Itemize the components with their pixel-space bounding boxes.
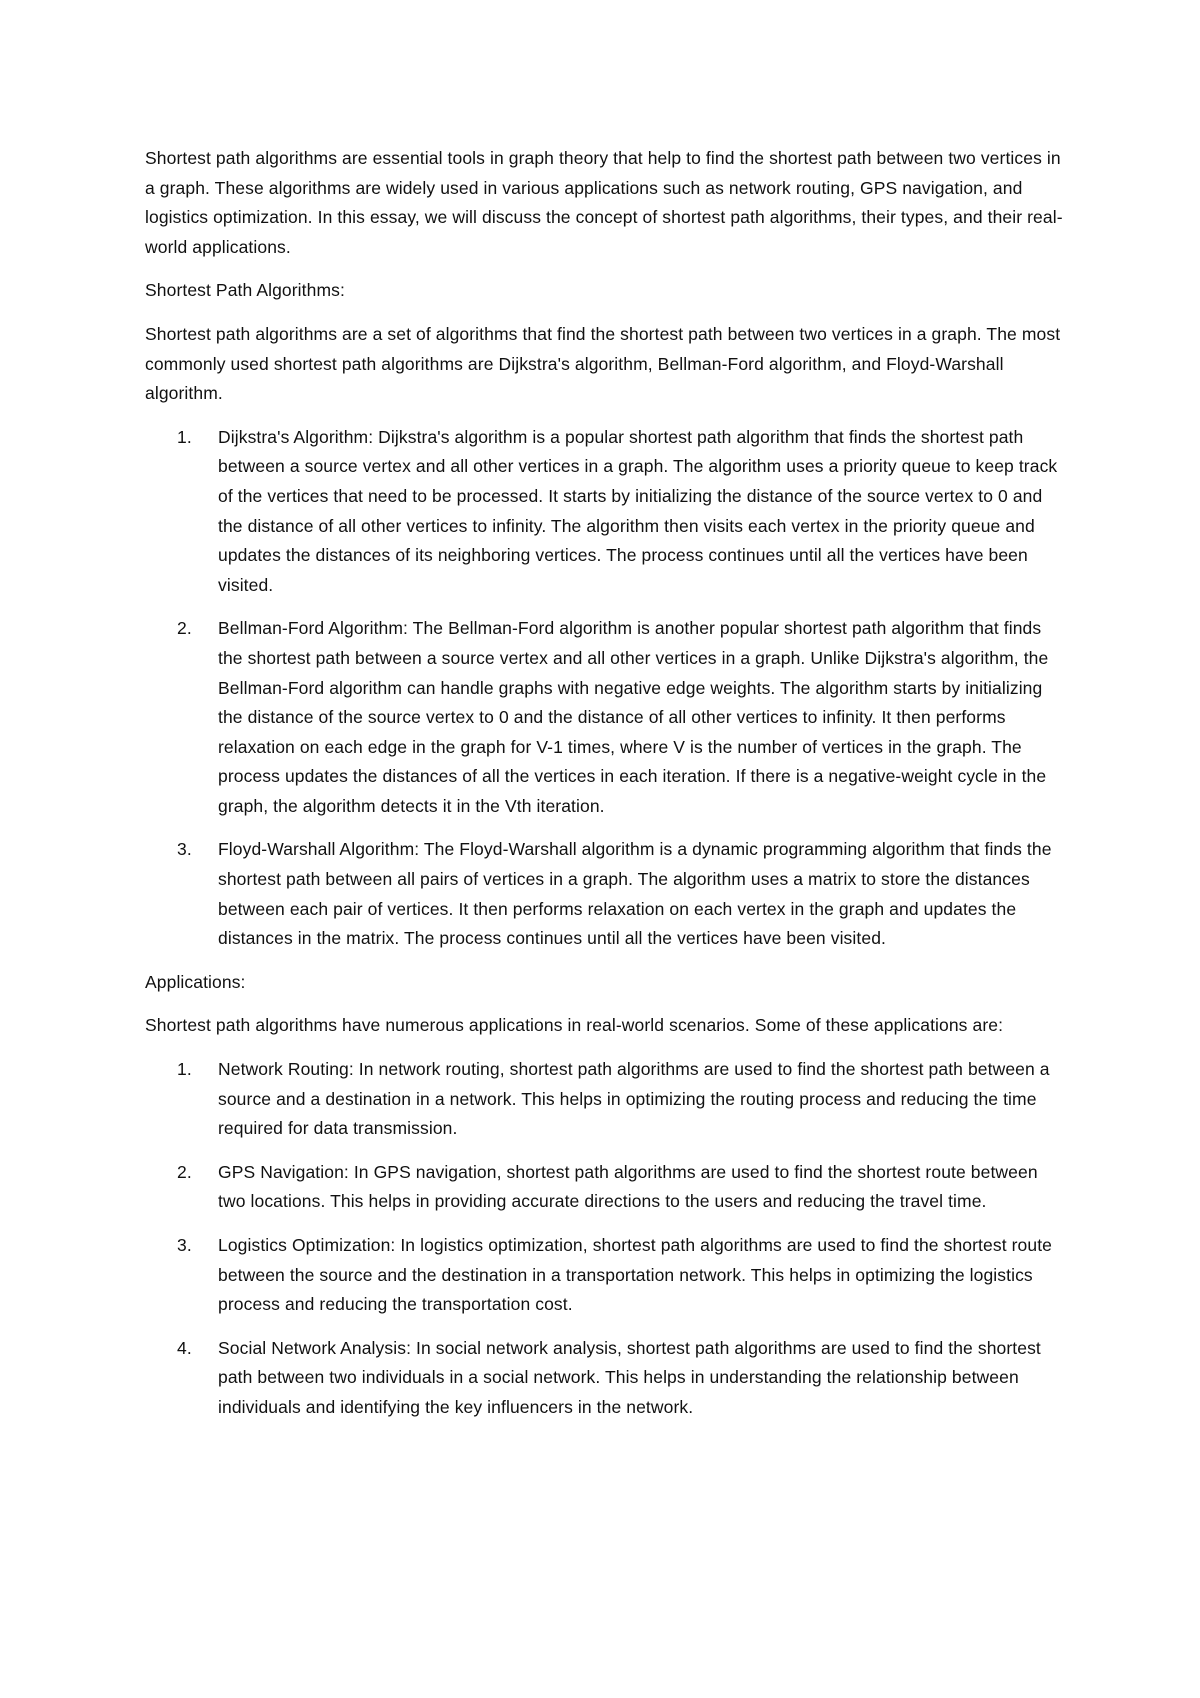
list-item-number: 4. [177,1337,192,1358]
list-item-text: GPS Navigation: In GPS navigation, shortest path algorithms are used to find the shortest route between two locations. This helps in providing accurate directions to the users and reducing the travel time. [218,1161,1038,1212]
list-item-text: Dijkstra's Algorithm: Dijkstra's algorithm is a popular shortest path algorithm that finds the shortest path between a source vertex and all other vertices in a graph. The algorithm uses a priority queue to keep track of the vertices that need to be processed. It starts by initializing the distance of the source vertex to 0 and the distance of all other vertices to infinity. The algorithm then visits each vertex in the priority queue and updates the distances of its neighboring vertices. The process continues until all the vertices have been visited. [218,426,1058,595]
intro-paragraph: Shortest path algorithms are essential tools in graph theory that help to find the shortest path between two vertices in a graph. These algorithms are widely used in various applications such as network routing, GPS navigation, and logistics optimization. In this essay, we will discuss the concept of shortest path algorithms, their types, and their real-world applications. [145,148,1063,257]
list-item-number: 1. [177,1059,192,1080]
applications-intro-paragraph: Shortest path algorithms have numerous applications in real-world scenarios. Some of these applications are: [145,1015,1004,1036]
list-item-number: 2. [177,1161,192,1182]
list-item [145,1334,1065,1423]
list-item [145,1231,1065,1320]
list-item-text: Floyd-Warshall Algorithm: The Floyd-Warshall algorithm is a dynamic programming algorithm that finds the shortest path between all pairs of vertices in a graph. The algorithm uses a matrix to store the distances between each pair of vertices. It then performs relaxation on each vertex in the graph and updates the distances in the matrix. The process continues until all the vertices have been visited. [218,839,1052,949]
list-item-number: 3. [177,839,192,860]
list-item-number: 1. [177,426,192,447]
list-item-number: 2. [177,618,192,639]
algorithms-list [145,423,1065,954]
list-item-text: Network Routing: In network routing, shortest path algorithms are used to find the shortest path between a source and a destination in a network. This helps in optimizing the routing process and reducing the time required for data transmission. [218,1059,1050,1139]
list-item [145,1055,1065,1144]
list-item-number: 3. [177,1235,192,1255]
list-item [145,835,1065,953]
list-item-text: Logistics Optimization: In logistics optimization, shortest path algorithms are used to find the shortest route between the source and the destination in a transportation network. This helps in optimizing the logistics process and reducing the transportation cost. [218,1235,1053,1315]
list-item [145,423,1065,601]
applications-list [145,1055,1065,1423]
algorithms-intro-paragraph: Shortest path algorithms are a set of algorithms that find the shortest path between two vertices in a graph. The most commonly used shortest path algorithms are Dijkstra's algorithm, Bellman-Ford algorithm, and Floyd-Warshall algorithm. [145,323,1061,404]
document-body [145,144,1065,1437]
list-item [145,1158,1065,1217]
section-heading-algorithms: Shortest Path Algorithms: [145,280,345,301]
section-heading-applications: Applications: [145,971,246,992]
list-item [145,614,1065,821]
list-item-text: Social Network Analysis: In social network analysis, shortest path algorithms are used to find the shortest path between two individuals in a social network. This helps in understanding the relationship between individuals and identifying the key influencers in the network. [218,1337,1041,1417]
list-item-text: Bellman-Ford Algorithm: The Bellman-Ford algorithm is another popular shortest path algorithm that finds the shortest path between a source vertex and all other vertices in a graph. Unlike Dijkstra's algorithm, the Bellman-Ford algorithm can handle graphs with negative edge weights. The algorithm starts by initializing the distance of the source vertex to 0 and the distance of all other vertices to infinity. It then performs relaxation on each edge in the graph for V-1 times, where V is the number of vertices in the graph. The process updates the distances of all the vertices in each iteration. If there is a negative-weight cycle in the graph, the algorithm detects it in the Vth iteration. [218,618,1049,816]
